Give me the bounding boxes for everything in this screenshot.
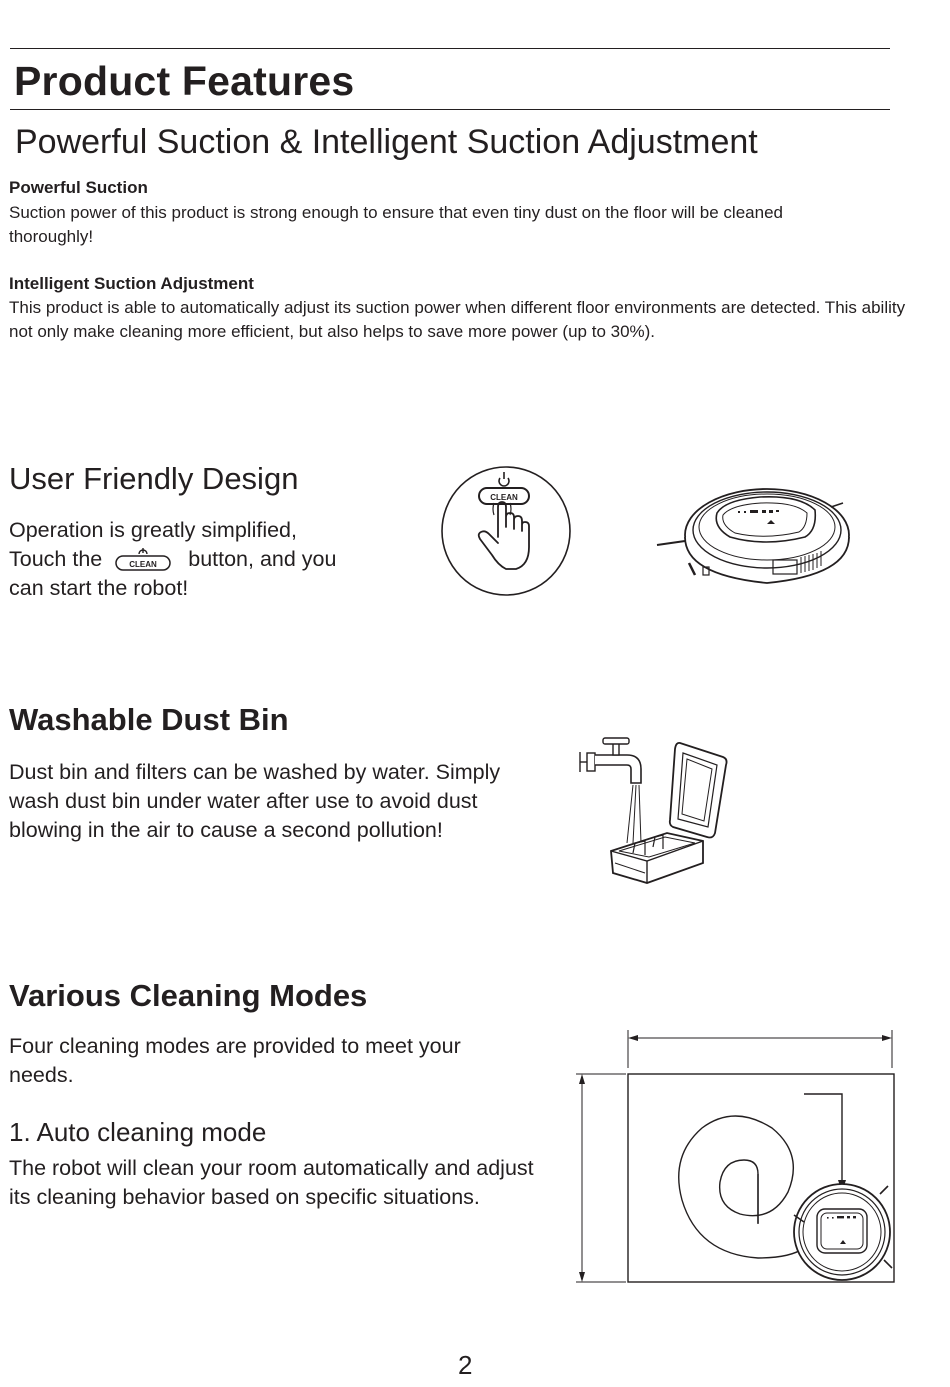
cleaning-modes-intro: Four cleaning modes are provided to meet your needs. xyxy=(9,1034,461,1087)
top-rule xyxy=(10,48,890,49)
powerful-suction-heading: Powerful Suction xyxy=(9,178,148,197)
faucet-dustbin-illustration xyxy=(575,735,735,895)
user-friendly-line-2 xyxy=(9,545,429,574)
clean-button-icon xyxy=(114,548,172,572)
hand-press-illustration xyxy=(440,465,572,597)
robot-vacuum-illustration xyxy=(655,475,855,590)
dust-bin-heading: Washable Dust Bin xyxy=(9,702,289,737)
user-friendly-line-2-start: Touch the xyxy=(9,547,103,571)
dust-bin-text: Dust bin and filters can be washed by water. Simply wash dust bin under water after use to avoid dust blowing in the air to cause a second pollution! xyxy=(9,760,501,842)
user-friendly-line-3: can start the robot! xyxy=(9,576,189,600)
user-friendly-line-2-end: button, and you xyxy=(188,547,337,571)
auto-mode-heading: 1. Auto cleaning mode xyxy=(9,1117,267,1147)
section-title-suction: Powerful Suction & Intelligent Suction Adjustment xyxy=(15,123,758,161)
hand-illustration-clean-label: CLEAN xyxy=(490,493,518,502)
intelligent-suction-heading: Intelligent Suction Adjustment xyxy=(9,274,254,293)
intelligent-suction-text: This product is able to automatically adjust its suction power when different floor environments are detected. This ability not only make cleaning more efficient, but also helps to save more power (up to 30%). xyxy=(9,298,906,341)
user-friendly-text xyxy=(9,516,429,603)
powerful-suction-text: Suction power of this product is strong enough to ensure that even tiny dust on the floor will be cleaned thoroughly! xyxy=(9,203,783,246)
auto-cleaning-diagram xyxy=(572,1028,902,1288)
page-number: 2 xyxy=(458,1350,473,1380)
page-title: Product Features xyxy=(14,58,355,104)
auto-mode-text: The robot will clean your room automatically and adjust its cleaning behavior based on specific situations. xyxy=(9,1156,534,1209)
user-friendly-line-1: Operation is greatly simplified, xyxy=(9,518,297,542)
cleaning-modes-heading: Various Cleaning Modes xyxy=(9,978,368,1013)
user-friendly-heading: User Friendly Design xyxy=(9,461,299,496)
title-rule xyxy=(10,109,890,110)
clean-button-label: CLEAN xyxy=(129,560,158,569)
